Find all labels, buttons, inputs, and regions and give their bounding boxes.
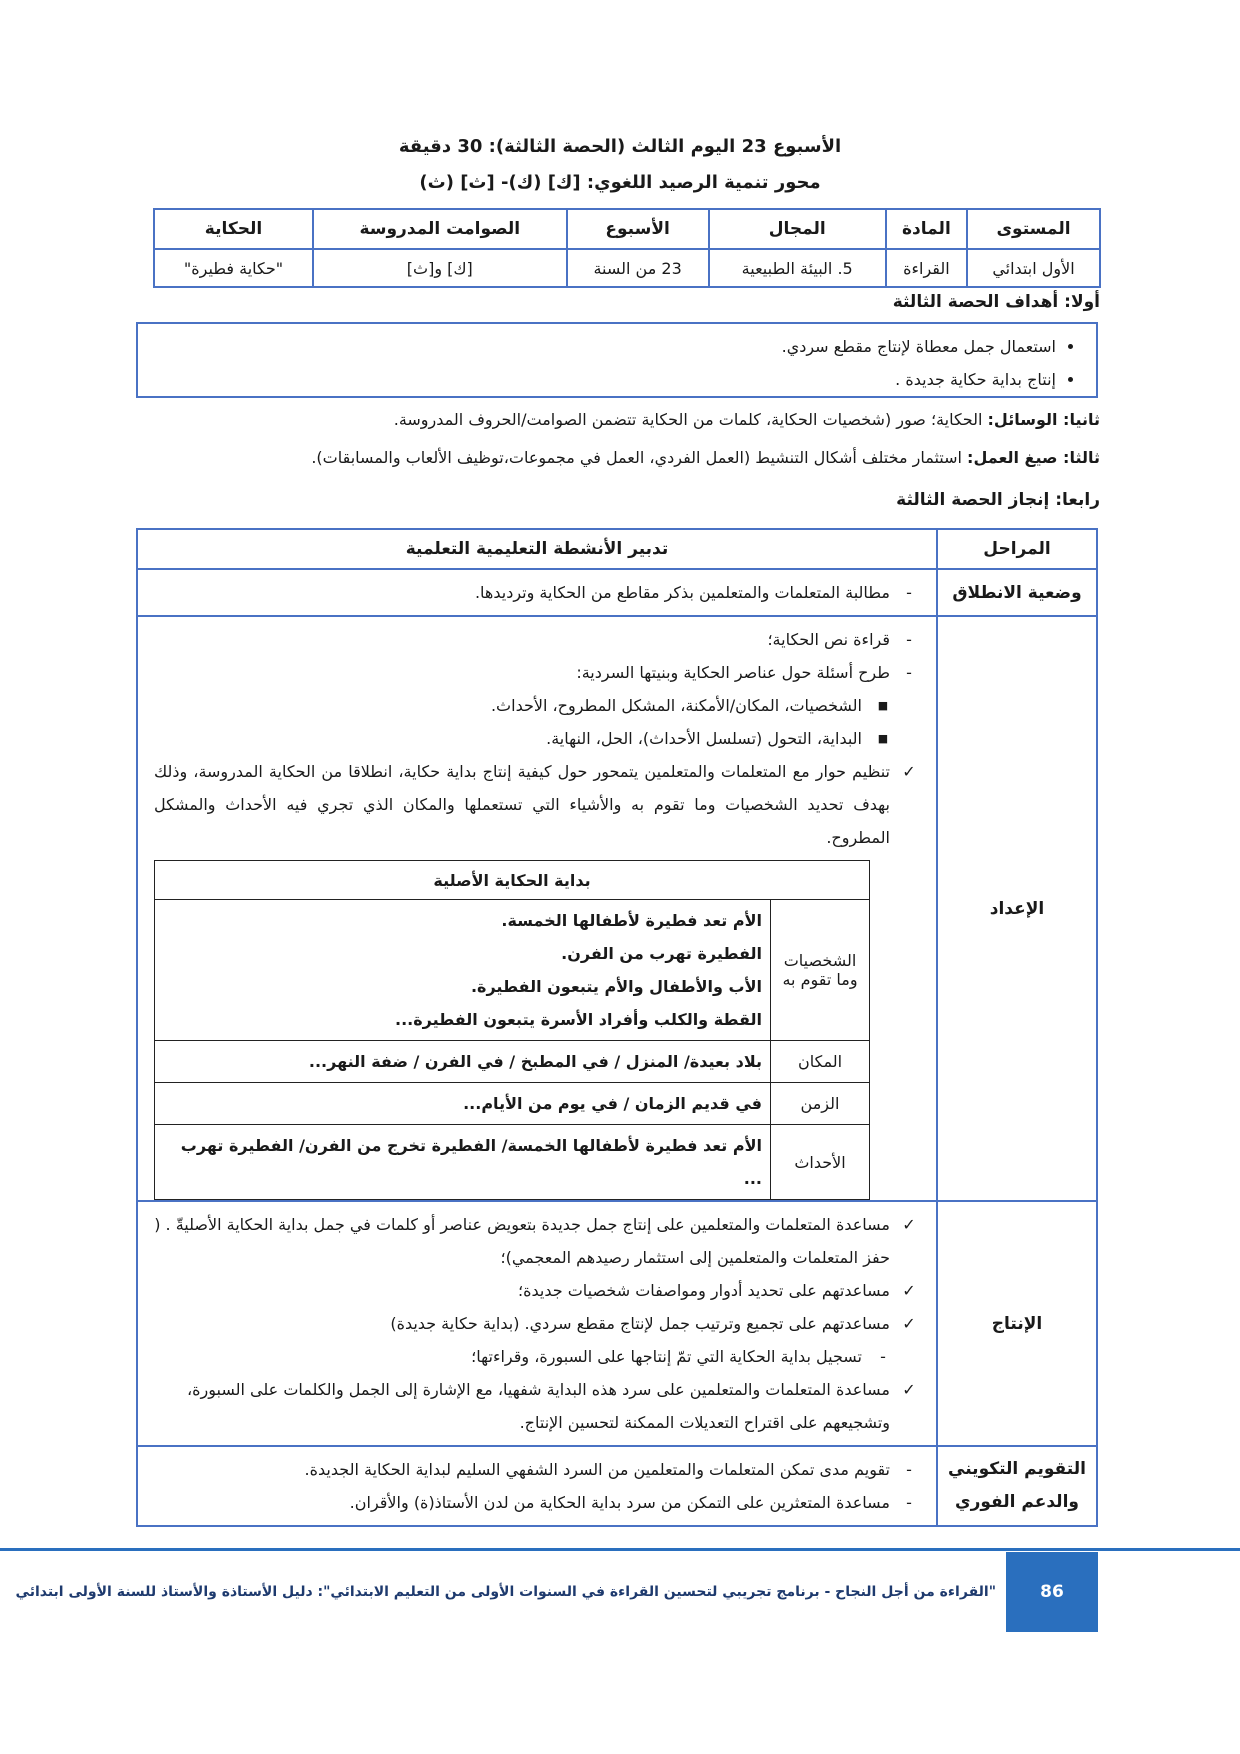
dash-marker: -	[906, 1493, 912, 1512]
info-cell: [ك] و[ث]	[313, 249, 567, 287]
evaluation-line-2: مساعدة المتعثرين على التمكن من سرد بداية الحكاية من لدن الأستاذ(ة) والأقران.	[349, 1493, 890, 1512]
check-icon: ✓	[902, 1215, 916, 1234]
check-icon: ✓	[902, 1281, 916, 1300]
stage-column-header: المراحل	[937, 529, 1097, 569]
info-cell: القراءة	[886, 249, 967, 287]
character-line: الفطيرة تهرب من الفرن.	[561, 944, 762, 963]
info-table	[153, 208, 1101, 288]
execution-heading: رابعا: إنجاز الحصة الثالثة	[896, 490, 1100, 510]
prep-line-2: طرح أسئلة حول عناصر الحكاية وبنيتها السردية:	[576, 663, 890, 682]
means-label: ثانيا: الوسائل:	[987, 410, 1100, 429]
check-icon: ✓	[902, 1380, 916, 1399]
footer-rule	[0, 1548, 1240, 1551]
launch-row	[137, 569, 1097, 616]
prep-check-1: تنظيم حوار مع المتعلمات والمتعلمين يتمحور حول كيفية إنتاج بداية حكاية، انطلاقا من الحكاية المدروسة، وذلك بهدف تحديد الشخصيات وما تقوم به والأشياء التي تستعملها والمكان الذي تجري فيه الأحداث والمشكل المطروح.	[154, 762, 890, 847]
square-bullet-icon: ■	[877, 732, 889, 745]
stage-production: الإنتاج	[937, 1201, 1097, 1446]
page-subtitle: محور تنمية الرصيد اللغوي: [ك] (ك)- [ث] (ث)	[419, 172, 821, 193]
production-line-4: مساعدة المتعلمات والمتعلمين على سرد هذه البداية شفهيا، مع الإشارة إلى الجمل والكلمات على السبورة، وتشجيعهم على اقتراح التعديلات الممكنة لتحسين الإنتاج.	[187, 1380, 890, 1432]
means-line	[394, 410, 1100, 429]
page-title: الأسبوع 23 اليوم الثالث (الحصة الثالثة): 30 دقيقة	[398, 136, 842, 157]
info-header: المجال	[709, 209, 886, 249]
activities-header-row	[137, 529, 1097, 569]
page-number: 86	[1006, 1552, 1098, 1632]
info-cell: 23 من السنة	[567, 249, 709, 287]
prep-row	[137, 616, 1097, 1201]
time-label: الزمن	[771, 1083, 870, 1125]
info-header: المادة	[886, 209, 967, 249]
info-value-row	[154, 249, 1100, 287]
goal-item: • إنتاج بداية حكاية جديدة .	[138, 363, 1056, 396]
info-cell: الأول ابتدائي	[967, 249, 1100, 287]
launch-text: مطالبة المتعلمات والمتعلمين بذكر مقاطع من الحكاية وترديدها.	[474, 583, 890, 602]
place-label: المكان	[771, 1041, 870, 1083]
check-icon: ✓	[902, 1314, 916, 1333]
production-sub-1: تسجيل بداية الحكاية التي تمّ إنتاجها على السبورة، وقراءتها؛	[471, 1347, 862, 1366]
goals-heading: أولا: أهداف الحصة الثالثة	[892, 292, 1100, 312]
dash-marker: -	[906, 663, 912, 682]
stage-evaluation: التقويم التكويني والدعم الفوري	[937, 1446, 1097, 1526]
work-forms-label: ثالثا: صيغ العمل:	[967, 448, 1100, 467]
character-line: الأب والأطفال والأم يتبعون الفطيرة.	[470, 977, 762, 996]
events-label: الأحداث	[771, 1125, 870, 1200]
stage-launch: وضعية الانطلاق	[937, 569, 1097, 616]
info-cell: 5. البيئة الطبيعية	[709, 249, 886, 287]
goals-box	[136, 322, 1098, 398]
events-value: الأم تعد فطيرة لأطفالها الخمسة/ الفطيرة تخرج من الفرن/ الفطيرة تهرب ...	[155, 1125, 771, 1200]
work-forms-line	[311, 448, 1100, 467]
info-header: الصوامت المدروسة	[313, 209, 567, 249]
production-line-1: مساعدة المتعلمات والمتعلمين على إنتاج جمل جديدة بتعويض عناصر أو كلمات في جمل بداية الحكاية الأصليةّ . ( حفز المتعلمات والمتعلمين إلى استثمار رصيدهم المعجمي)؛	[154, 1215, 890, 1267]
prep-sub-1: الشخصيات، المكان/الأمكنة، المشكل المطروح، الأحداث.	[490, 696, 862, 715]
prep-line-1: قراءة نص الحكاية؛	[767, 630, 890, 649]
character-line: الأم تعد فطيرة لأطفالها الخمسة.	[501, 911, 762, 930]
dash-marker: -	[906, 583, 912, 602]
characters-label: الشخصيات وما تقوم به	[771, 900, 870, 1041]
production-line-3: مساعدتهم على تجميع وترتيب جمل لإنتاج مقطع سردي. (بداية حكاية جديدة)	[390, 1314, 890, 1333]
character-line: القطة والكلب وأفراد الأسرة يتبعون الفطيرة...	[395, 1010, 762, 1029]
activities-column-header: تدبير الأنشطة التعليمية التعلمية	[137, 529, 937, 569]
footer-text: "القراءة من أجل النجاح - برنامج تجريبي لتحسين القراءة في السنوات الأولى من التعليم الابتدائي": دليل الأستاذة والأستاذ للسنة الأولى ابتدائي	[15, 1584, 996, 1600]
production-row	[137, 1201, 1097, 1446]
info-header-row	[154, 209, 1100, 249]
activities-table	[136, 528, 1098, 1527]
work-forms-text: استثمار مختلف أشكال التنشيط (العمل الفردي، العمل في مجموعات،توظيف الألعاب والمسابقات).	[311, 448, 968, 467]
dash-marker: -	[880, 1347, 886, 1366]
original-story-table	[154, 860, 870, 1200]
info-cell: "حكاية فطيرة"	[154, 249, 313, 287]
dash-marker: -	[906, 630, 912, 649]
goal-item: • استعمال جمل معطاة لإنتاج مقطع سردي.	[138, 330, 1056, 363]
original-story-title: بداية الحكاية الأصلية	[155, 861, 870, 900]
time-value: في قديم الزمان / في يوم من الأيام...	[155, 1083, 771, 1125]
place-value: بلاد بعيدة/ المنزل / في المطبخ / في الفرن / ضفة النهر...	[155, 1041, 771, 1083]
evaluation-row	[137, 1446, 1097, 1526]
production-line-2: مساعدتهم على تحديد أدوار ومواصفات شخصيات جديدة؛	[518, 1281, 890, 1300]
info-header: الحكاية	[154, 209, 313, 249]
stage-prep: الإعداد	[937, 616, 1097, 1201]
means-text: الحكاية؛ صور (شخصيات الحكاية، كلمات من الحكاية تتضمن الصوامت/الحروف المدروسة.	[393, 410, 988, 429]
info-header: الأسبوع	[567, 209, 709, 249]
info-header: المستوى	[967, 209, 1100, 249]
evaluation-line-1: تقويم مدى تمكن المتعلمات والمتعلمين من السرد الشفهي السليم لبداية الحكاية الجديدة.	[304, 1460, 890, 1479]
square-bullet-icon: ■	[877, 699, 889, 712]
dash-marker: -	[906, 1460, 912, 1479]
check-icon: ✓	[902, 762, 916, 781]
prep-sub-2: البداية، التحول (تسلسل الأحداث)، الحل، النهاية.	[546, 729, 862, 748]
